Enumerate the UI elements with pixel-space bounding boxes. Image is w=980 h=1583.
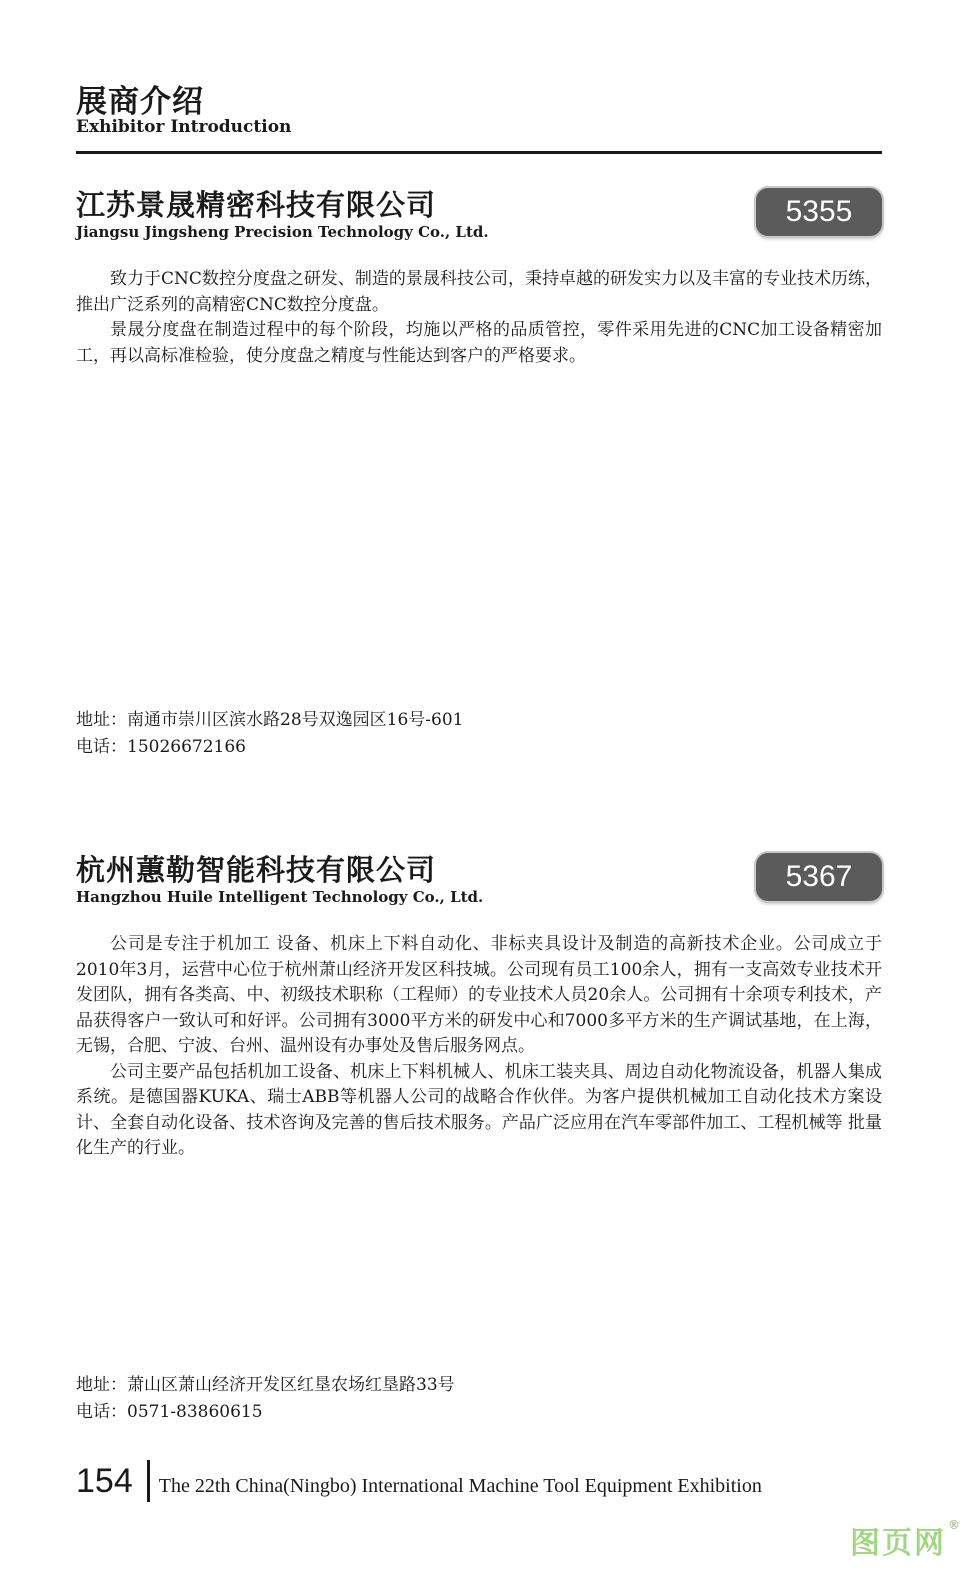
registered-mark: ® bbox=[948, 1518, 962, 1532]
exhibitor-name-cn: 杭州蕙勒智能科技有限公司 bbox=[76, 853, 437, 887]
exhibitor-name-en: Hangzhou Huile Intelligent Technology Co., Ltd. bbox=[76, 888, 484, 906]
description-paragraph: 公司是专注于机加工 设备、机床上下料自动化、非标夹具设计及制造的高新技术企业。公司成立于2010年3月，运营中心位于杭州萧山经济开发区科技城。公司现有员工100余人，拥有一支高效专业技术开发团队，拥有各类高、中、初级技术职称（工程师）的专业技术人员20余人。公司拥有十余项专利技术，产品获得客户一致认可和好评。公司拥有3000平方米的研发中心和7000多平方米的生产调试基地，在上海，无锡，合肥、宁波、台州、温州设有办事处及售后服务网点。 bbox=[76, 934, 882, 1056]
booth-number-badge: 5355 bbox=[756, 188, 882, 236]
phone-line: 电话：15026672166 bbox=[76, 737, 246, 757]
booth-number-badge: 5367 bbox=[756, 853, 882, 901]
page-footer bbox=[76, 1458, 762, 1504]
phone-line: 电话：0571-83860615 bbox=[76, 1402, 263, 1422]
contact-info bbox=[76, 1372, 455, 1426]
page-number: 154 bbox=[76, 1461, 133, 1500]
description-paragraph: 景晟分度盘在制造过程中的每个阶段，均施以严格的品质管控，零件采用先进的CNC加工设备精密加工，再以高标准检验，使分度盘之精度与性能达到客户的严格要求。 bbox=[76, 320, 882, 366]
address-line: 地址：萧山区萧山经济开发区红垦农场红垦路33号 bbox=[76, 1375, 455, 1395]
contact-info bbox=[76, 707, 463, 761]
exhibitor-description bbox=[76, 932, 882, 1162]
address-line: 地址：南通市崇川区滨水路28号双逸园区16号-601 bbox=[76, 710, 464, 730]
exhibitor-entry bbox=[76, 848, 882, 1428]
exhibitor-name-cn: 江苏景晟精密科技有限公司 bbox=[76, 188, 437, 222]
exhibitor-entry bbox=[76, 183, 882, 763]
section-title: 展商介绍 bbox=[76, 84, 204, 120]
exhibitor-name-en: Jiangsu Jingsheng Precision Technology Co., Ltd. bbox=[76, 223, 489, 241]
exhibition-name: The 22th China(Ningbo) International Machine Tool Equipment Exhibition bbox=[158, 1474, 762, 1497]
watermark-logo bbox=[850, 1518, 962, 1562]
footer-divider bbox=[147, 1460, 150, 1502]
description-paragraph: 公司主要产品包括机加工设备、机床上下料机械人、机床工装夹具、周边自动化物流设备，机器人集成系统。是德国器KUKA、瑞士ABB等机器人公司的战略合作伙伴。为客户提供机械加工自动化技术方案设计、全套自动化设备、技术咨询及完善的售后技术服务。产品广泛应用在汽车零部件加工、工程机械等 批量化生产的行业。 bbox=[76, 1061, 882, 1158]
description-paragraph: 致力于CNC数控分度盘之研发、制造的景晟科技公司，秉持卓越的研发实力以及丰富的专业技术历练，推出广泛系列的高精密CNC数控分度盘。 bbox=[76, 269, 882, 315]
exhibitor-description bbox=[76, 267, 882, 369]
watermark-text: 图页网 bbox=[850, 1526, 946, 1561]
header-divider bbox=[76, 151, 882, 154]
section-subtitle: Exhibitor Introduction bbox=[76, 117, 292, 137]
